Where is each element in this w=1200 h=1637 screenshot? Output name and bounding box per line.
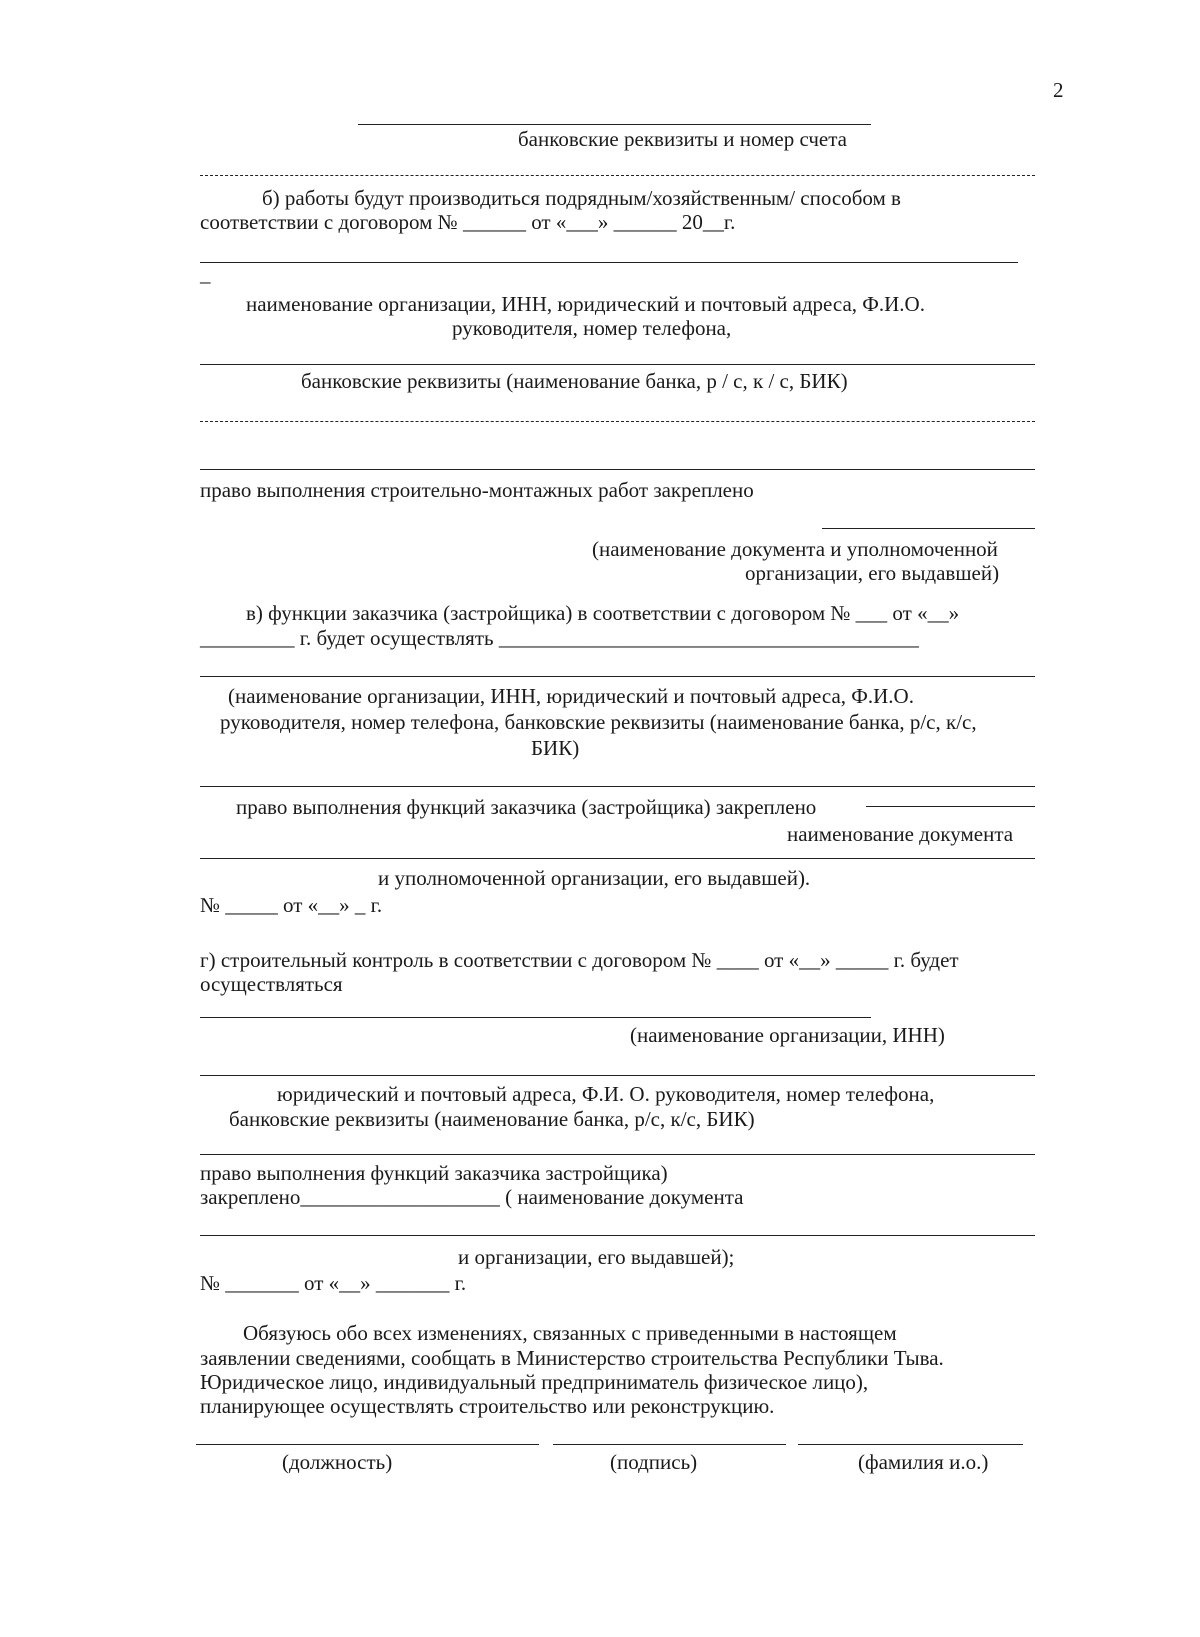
- document-name-caption: наименование документа: [787, 822, 1014, 846]
- org-caption: руководителя, номер телефона,: [452, 316, 732, 340]
- construction-right-label: право выполнения строительно-монтажных работ закреплено: [200, 478, 754, 502]
- signature-name-caption: (фамилия и.о.): [858, 1450, 989, 1474]
- blank-line: [866, 806, 1035, 807]
- signature-line-position: [196, 1444, 539, 1445]
- bank-account-caption: банковские реквизиты и номер счета: [518, 127, 847, 151]
- signature-sign-caption: (подпись): [610, 1450, 698, 1474]
- page-number: 2: [1053, 78, 1064, 102]
- blank-line: [200, 1017, 871, 1018]
- number-date-line: № _____ от «__» _ г.: [200, 893, 383, 917]
- signature-position-caption: (должность): [282, 1450, 393, 1474]
- org-caption: наименование организации, ИНН, юридический и почтовый адреса, Ф.И.О.: [246, 292, 925, 316]
- blank-line: [200, 1075, 1035, 1076]
- signature-line-name: [798, 1444, 1023, 1445]
- address-caption: юридический и почтовый адреса, Ф.И. О. руководителя, номер телефона,: [277, 1082, 935, 1106]
- blank-line: [200, 1235, 1035, 1236]
- section-v-line-2: _________ г. будет осуществлять ________________________________________: [200, 626, 919, 650]
- blank-line: [200, 421, 1035, 422]
- dash-mark: –: [200, 269, 211, 293]
- customer-right-label-2: право выполнения функций заказчика застройщика): [200, 1161, 668, 1185]
- section-v-line-1: в) функции заказчика (застройщика) в соответствии с договором № ___ от «__»: [246, 601, 960, 625]
- section-b-line-1: б) работы будут производиться подрядным/хозяйственным/ способом в: [262, 186, 901, 210]
- issuer-caption: и организации, его выдавшей);: [458, 1245, 735, 1269]
- blank-line: [200, 676, 1035, 677]
- blank-line: [200, 786, 1035, 787]
- blank-line: [200, 175, 1035, 176]
- blank-line: [200, 364, 1035, 365]
- customer-right-label: право выполнения функций заказчика (застройщика) закреплено: [236, 795, 817, 819]
- blank-line: [200, 858, 1035, 859]
- blank-line: [358, 124, 871, 125]
- section-b-line-2: соответствии с договором № ______ от «___» ______ 20__г.: [200, 210, 736, 234]
- pledge-paragraph: Обязуюсь обо всех изменениях, связанных с приведенными в настоящем: [243, 1321, 897, 1345]
- section-g-line-2: осуществляться: [200, 972, 343, 996]
- org-inn-caption: (наименование организации, ИНН): [630, 1023, 945, 1047]
- org-caption: руководителя, номер телефона, банковские реквизиты (наименование банка, р/с, к/с,: [220, 710, 977, 734]
- blank-line: [200, 469, 1035, 470]
- org-caption: БИК): [531, 736, 580, 760]
- org-caption: (наименование организации, ИНН, юридический и почтовый адреса, Ф.И.О.: [228, 684, 914, 708]
- authorized-org-caption: и уполномоченной организации, его выдавшей).: [378, 866, 811, 890]
- secured-line: закреплено___________________ ( наименование документа: [200, 1185, 744, 1209]
- address-caption: банковские реквизиты (наименование банка, р/с, к/с, БИК): [229, 1107, 755, 1131]
- section-g-line-1: г) строительный контроль в соответствии с договором № ____ от «__» _____ г. будет: [200, 948, 959, 972]
- blank-line: [822, 528, 1035, 529]
- blank-line: [200, 1154, 1035, 1155]
- bank-details-caption: банковские реквизиты (наименование банка, р / с, к / с, БИК): [301, 369, 848, 393]
- pledge-paragraph: заявлении сведениями, сообщать в Министерство строительства Республики Тыва.: [200, 1346, 944, 1370]
- pledge-paragraph: Юридическое лицо, индивидуальный предприниматель физическое лицо),: [200, 1370, 869, 1394]
- document-caption: организации, его выдавшей): [745, 561, 1000, 585]
- number-date-line: № _______ от «__» _______ г.: [200, 1271, 467, 1295]
- blank-line: [200, 262, 1018, 263]
- document-caption: (наименование документа и уполномоченной: [592, 537, 998, 561]
- pledge-paragraph: планирующее осуществлять строительство или реконструкцию.: [200, 1394, 775, 1418]
- signature-line-sign: [553, 1444, 786, 1445]
